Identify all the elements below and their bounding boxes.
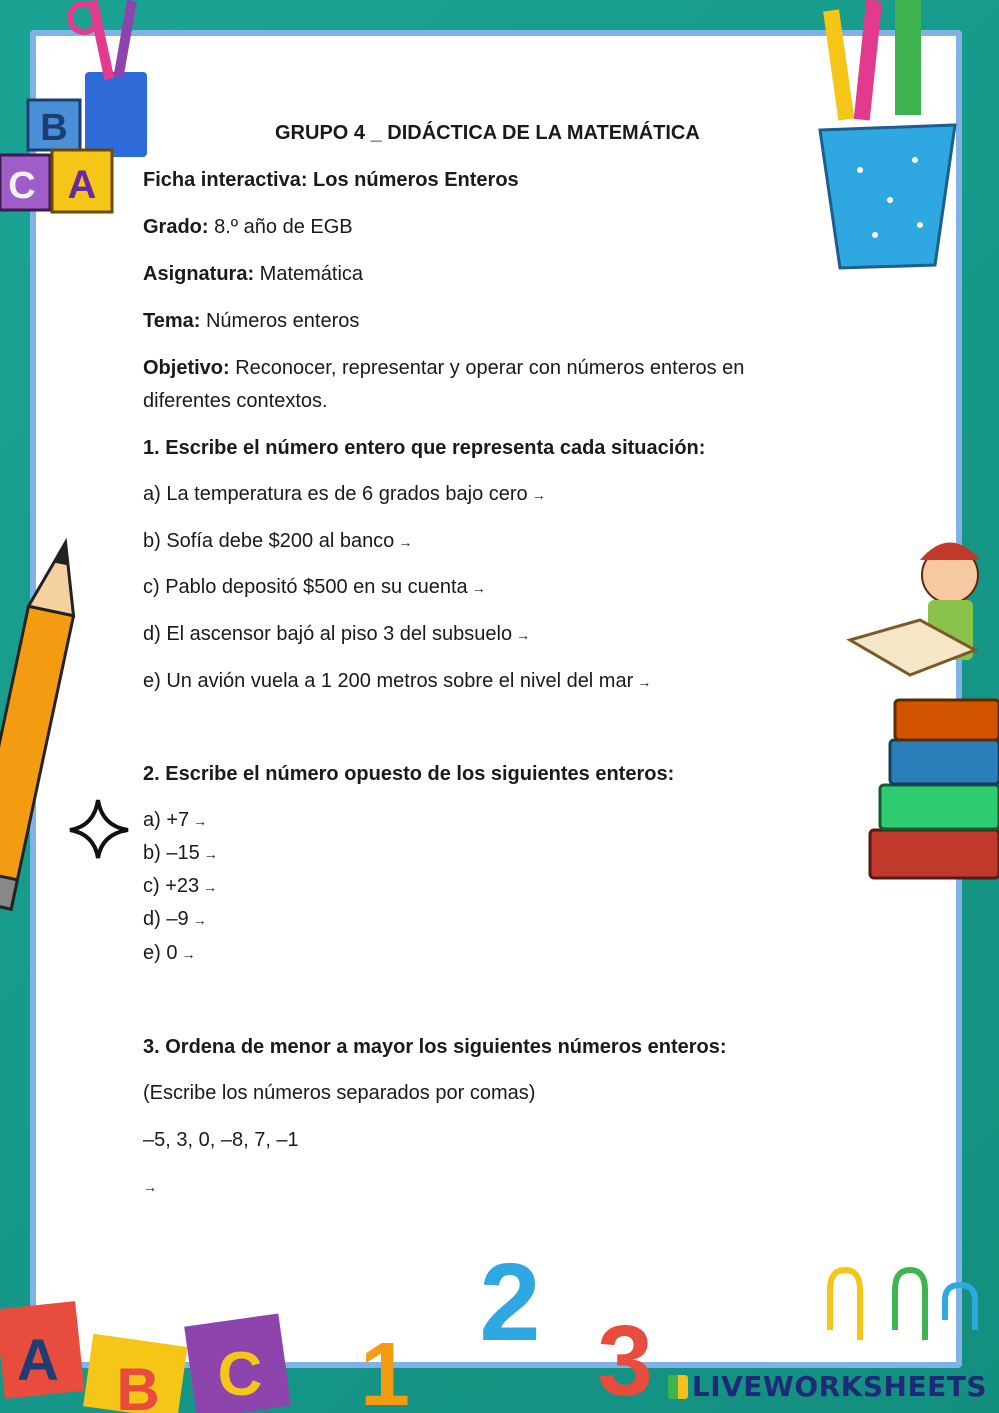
- list-item: d) –9 →: [143, 908, 207, 930]
- asignatura-value: Matemática: [254, 263, 364, 285]
- pencil-cup-icon: [70, 0, 147, 157]
- tema-label: Tema:: [143, 310, 201, 332]
- svg-text:A: A: [17, 1328, 59, 1393]
- watermark-text: LIVEWORKSHEETS: [691, 1370, 987, 1403]
- grado-label: Grado:: [143, 216, 209, 238]
- svg-text:2: 2: [479, 1241, 541, 1364]
- section2-heading: 2. Escribe el número opuesto de los siguientes enteros:: [143, 763, 675, 785]
- girl-reading-books-icon: [850, 543, 999, 879]
- arrow-icon: →: [471, 580, 486, 596]
- svg-text:C: C: [8, 165, 36, 207]
- asignatura-label: Asignatura:: [143, 263, 255, 285]
- liveworksheets-watermark: [668, 1370, 987, 1403]
- list-item: b) Sofía debe $200 al banco →: [143, 530, 413, 552]
- svg-text:B: B: [116, 1356, 160, 1413]
- list-item: b) –15 →: [143, 842, 218, 864]
- svg-text:C: C: [217, 1340, 263, 1409]
- list-item: e) Un avión vuela a 1 200 metros sobre el nivel del mar →: [143, 670, 652, 692]
- arrow-icon: →: [637, 674, 652, 690]
- arrow-icon: →: [192, 912, 207, 928]
- tema-value: Números enteros: [200, 310, 360, 332]
- answer-arrow: [143, 1173, 157, 1200]
- bottom-letters-icon: [0, 1241, 653, 1413]
- objetivo-continuation: diferentes contextos.: [143, 390, 328, 412]
- list-item: a) La temperatura es de 6 grados bajo cero →: [143, 483, 546, 505]
- section3-instruction: (Escribe los números separados por comas): [143, 1082, 536, 1104]
- arrow-icon: →: [203, 846, 218, 862]
- tema-row: [143, 308, 359, 334]
- sparkle-icon: [70, 800, 128, 858]
- pencil-icon: [0, 538, 88, 909]
- arrow-icon: →: [398, 534, 413, 550]
- liveworksheets-logo-icon: [668, 1375, 688, 1399]
- list-item: e) 0 →: [143, 942, 196, 964]
- objetivo-row: [143, 355, 744, 381]
- asignatura-row: [143, 261, 363, 287]
- svg-text:A: A: [67, 163, 97, 207]
- section1-heading: 1. Escribe el número entero que representa cada situación:: [143, 437, 706, 459]
- pencil-cup-right-icon: [820, 0, 955, 268]
- svg-text:1: 1: [359, 1325, 411, 1413]
- worksheet-subtitle: Ficha interactiva: Los números Enteros: [143, 169, 519, 191]
- list-item: c) +23 →: [143, 875, 218, 897]
- objetivo-value: Reconocer, representar y operar con números enteros en: [229, 357, 745, 379]
- paperclip-icon: [830, 1270, 975, 1340]
- arrow-icon: →: [181, 946, 196, 962]
- arrow-icon: →: [143, 1179, 157, 1195]
- arrow-icon: →: [531, 487, 546, 503]
- objetivo-label: Objetivo:: [143, 357, 230, 379]
- section3-heading: 3. Ordena de menor a mayor los siguientes números enteros:: [143, 1036, 727, 1058]
- svg-text:3: 3: [597, 1305, 653, 1413]
- section3-numbers: –5, 3, 0, –8, 7, –1: [143, 1129, 299, 1151]
- list-item: c) Pablo depositó $500 en su cuenta →: [143, 576, 486, 598]
- svg-text:B: B: [40, 107, 68, 149]
- page-title: GRUPO 4 _ DIDÁCTICA DE LA MATEMÁTICA: [275, 122, 700, 144]
- arrow-icon: →: [193, 813, 208, 829]
- list-item: a) +7 →: [143, 809, 208, 831]
- arrow-icon: →: [516, 627, 531, 643]
- grado-value: 8.º año de EGB: [208, 216, 353, 238]
- list-item: d) El ascensor bajó al piso 3 del subsuelo →: [143, 623, 531, 645]
- grado-row: [143, 214, 353, 240]
- arrow-icon: →: [203, 879, 218, 895]
